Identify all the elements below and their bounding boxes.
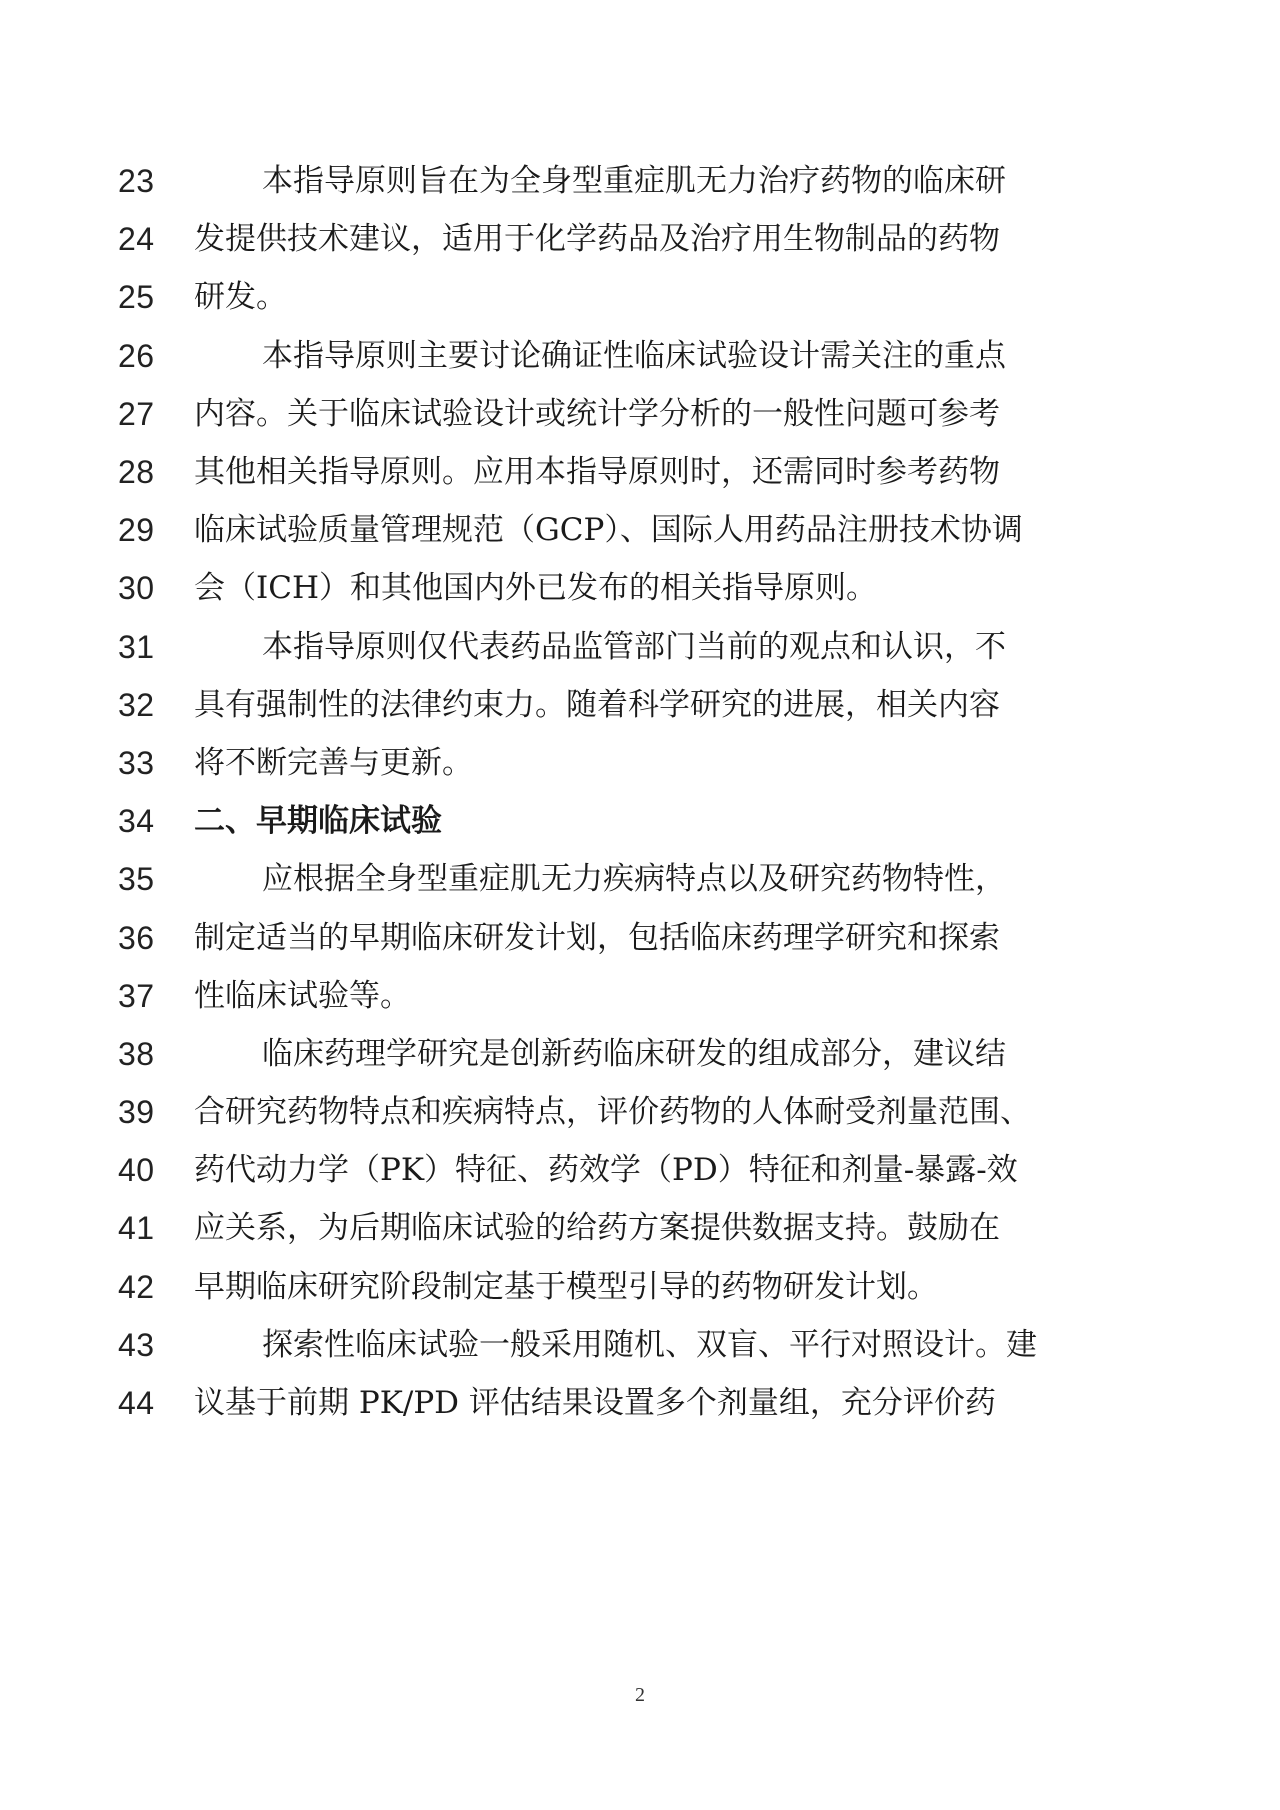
text-line (0, 617, 1280, 677)
line-text: 本指导原则主要讨论确证性临床试验设计需关注的重点 (262, 338, 1006, 374)
line-text: 具有强制性的法律约束力。随着科学研究的进展，相关内容 (194, 687, 1000, 723)
line-number: 43 (118, 1327, 155, 1363)
line-text: 本指导原则旨在为全身型重症肌无力治疗药物的临床研 (262, 163, 1006, 199)
line-text: 其他相关指导原则。应用本指导原则时，还需同时参考药物 (194, 454, 1000, 490)
text-line (0, 966, 1280, 1026)
text-line (0, 908, 1280, 968)
line-text: 将不断完善与更新。 (194, 745, 473, 781)
text-line (0, 326, 1280, 386)
line-number: 24 (118, 221, 155, 257)
line-number: 40 (118, 1152, 155, 1188)
line-number: 30 (118, 570, 155, 606)
section-heading: 二、早期临床试验 (194, 803, 442, 839)
line-text: 临床试验质量管理规范（GCP）、国际人用药品注册技术协调 (194, 512, 1023, 548)
text-line (0, 849, 1280, 909)
line-number: 39 (118, 1094, 155, 1130)
line-number: 44 (118, 1385, 155, 1421)
text-line (0, 267, 1280, 327)
line-number: 36 (118, 920, 155, 956)
line-text: 研发。 (194, 279, 287, 315)
line-number: 28 (118, 454, 155, 490)
line-text: 制定适当的早期临床研发计划，包括临床药理学研究和探索 (194, 920, 1000, 956)
line-text: 内容。关于临床试验设计或统计学分析的一般性问题可参考 (194, 396, 1000, 432)
text-line (0, 675, 1280, 735)
text-line (0, 209, 1280, 269)
line-number: 35 (118, 861, 155, 897)
page-number: 2 (635, 1684, 645, 1706)
line-text: 合研究药物特点和疾病特点，评价药物的人体耐受剂量范围、 (194, 1094, 1031, 1130)
line-number: 41 (118, 1210, 155, 1246)
text-line (0, 151, 1280, 211)
line-text: 性临床试验等。 (194, 978, 411, 1014)
line-number: 34 (118, 803, 155, 839)
line-text: 探索性临床试验一般采用随机、双盲、平行对照设计。建 (262, 1327, 1037, 1363)
line-text: 本指导原则仅代表药品监管部门当前的观点和认识，不 (262, 629, 1006, 665)
text-line (0, 733, 1280, 793)
text-line (0, 1257, 1280, 1317)
line-text: 议基于前期 PK/PD 评估结果设置多个剂量组，充分评价药 (194, 1385, 996, 1421)
text-line (0, 384, 1280, 444)
text-line (0, 1024, 1280, 1084)
line-text: 早期临床研究阶段制定基于模型引导的药物研发计划。 (194, 1269, 938, 1305)
line-number: 37 (118, 978, 155, 1014)
text-line (0, 1373, 1280, 1433)
text-line (0, 1140, 1280, 1200)
line-number: 25 (118, 279, 155, 315)
section-heading-line (0, 791, 1280, 851)
line-text: 应关系，为后期临床试验的给药方案提供数据支持。鼓励在 (194, 1210, 1000, 1246)
line-number: 42 (118, 1269, 155, 1305)
line-number: 23 (118, 163, 155, 199)
line-number: 38 (118, 1036, 155, 1072)
line-number: 27 (118, 396, 155, 432)
text-line (0, 442, 1280, 502)
line-number: 33 (118, 745, 155, 781)
text-line (0, 558, 1280, 618)
line-text: 药代动力学（PK）特征、药效学（PD）特征和剂量-暴露-效 (194, 1152, 1018, 1188)
line-number: 31 (118, 629, 155, 665)
line-number: 26 (118, 338, 155, 374)
text-line (0, 1315, 1280, 1375)
line-text: 会（ICH）和其他国内外已发布的相关指导原则。 (194, 570, 877, 606)
line-text: 应根据全身型重症肌无力疾病特点以及研究药物特性， (262, 861, 1006, 897)
text-line (0, 500, 1280, 560)
text-line (0, 1198, 1280, 1258)
text-line (0, 1082, 1280, 1142)
line-number: 29 (118, 512, 155, 548)
line-number: 32 (118, 687, 155, 723)
line-text: 临床药理学研究是创新药临床研发的组成部分，建议结 (262, 1036, 1006, 1072)
line-text: 发提供技术建议，适用于化学药品及治疗用生物制品的药物 (194, 221, 1000, 257)
